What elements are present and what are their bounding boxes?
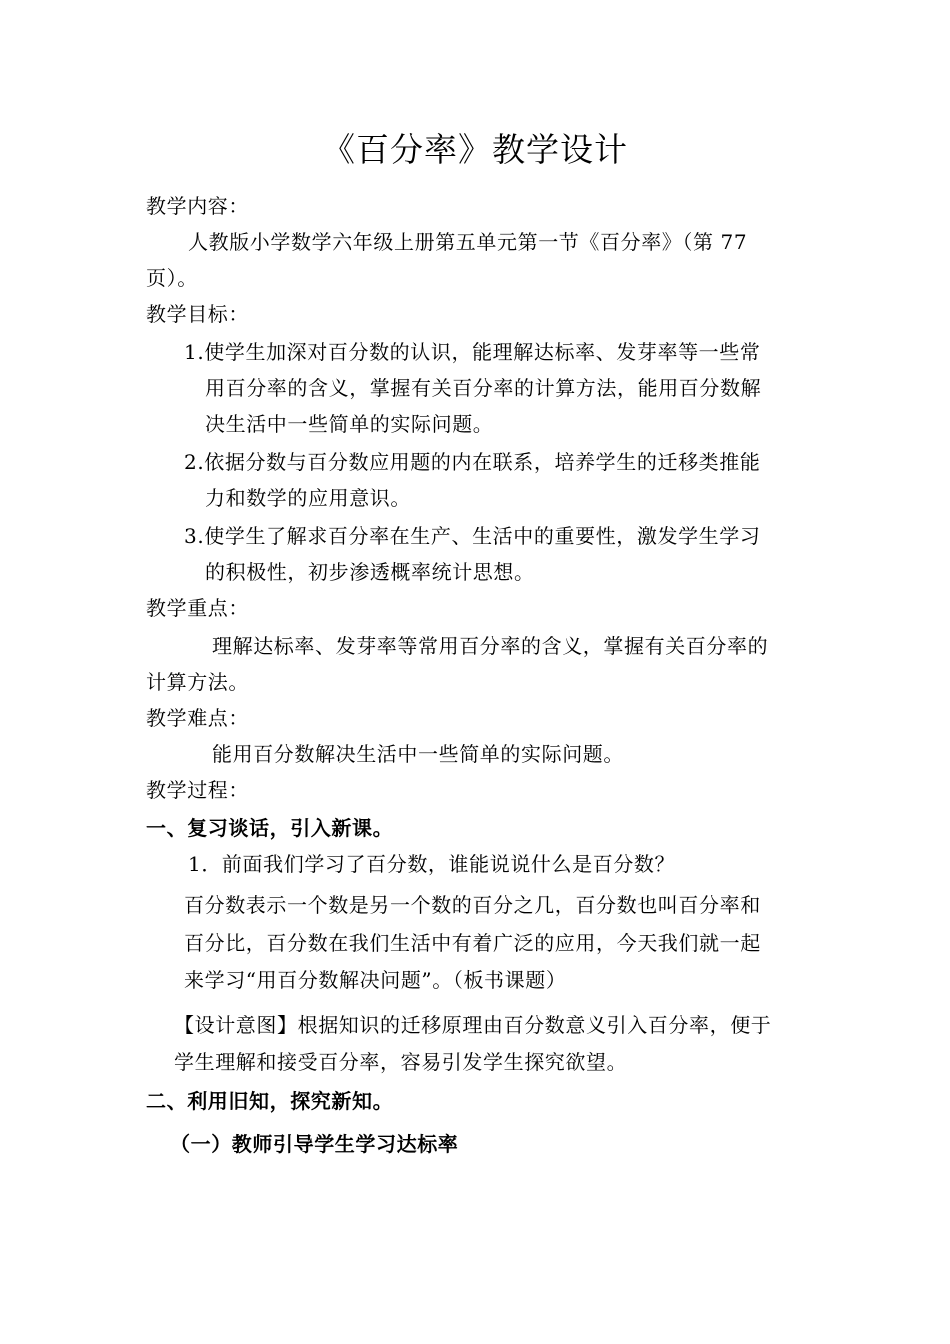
section-1-answer-line-3: 来学习“用百分数解决问题”。（板书课题） <box>184 968 567 992</box>
design-intent-line-2: 学生理解和接受百分率，容易引发学生探究欲望。 <box>174 1050 628 1074</box>
objective-1-line-3: 决生活中一些简单的实际问题。 <box>205 412 494 436</box>
difficulty-line-1: 能用百分数解决生活中一些简单的实际问题。 <box>212 742 624 766</box>
difficulty-heading: 教学难点： <box>146 706 249 730</box>
objective-1-line-1: 1.使学生加深对百分数的认识，能理解达标率、发芽率等一些常 <box>184 340 761 364</box>
process-heading: 教学过程： <box>146 778 249 802</box>
section-2-heading: 二、利用旧知，探究新知。 <box>146 1089 394 1113</box>
objective-2-line-1: 2.依据分数与百分数应用题的内在联系，培养学生的迁移类推能 <box>184 450 761 474</box>
objective-3-line-1: 3.使学生了解求百分率在生产、生活中的重要性，激发学生学习 <box>184 524 761 548</box>
section-1-answer-line-2: 百分比，百分数在我们生活中有着广泛的应用，今天我们就一起 <box>184 931 761 955</box>
keypoint-line-1: 理解达标率、发芽率等常用百分率的含义，掌握有关百分率的 <box>212 634 769 658</box>
keypoint-heading: 教学重点： <box>146 596 249 620</box>
objectives-heading: 教学目标： <box>146 302 249 326</box>
objective-1-line-2: 用百分率的含义，掌握有关百分率的计算方法，能用百分数解 <box>205 376 762 400</box>
objective-2-line-2: 力和数学的应用意识。 <box>205 486 411 510</box>
content-heading: 教学内容： <box>146 194 249 218</box>
page-title: 《百分率》教学设计 <box>322 130 628 169</box>
section-2-subheading: （一）教师引导学生学习达标率 <box>170 1132 459 1156</box>
content-line-1: 人教版小学数学六年级上册第五单元第一节《百分率》（第 77 <box>188 230 748 254</box>
section-1-heading: 一、复习谈话，引入新课。 <box>146 816 394 840</box>
section-1-answer-line-1: 百分数表示一个数是另一个数的百分之几，百分数也叫百分率和 <box>184 893 761 917</box>
keypoint-line-2: 计算方法。 <box>146 670 249 694</box>
content-line-2: 页）。 <box>146 266 198 290</box>
section-1-question: 1．前面我们学习了百分数，谁能说说什么是百分数？ <box>188 852 676 876</box>
design-intent-line-1: 【设计意图】根据知识的迁移原理由百分数意义引入百分率，便于 <box>174 1013 772 1037</box>
objective-3-line-2: 的积极性，初步渗透概率统计思想。 <box>205 560 535 584</box>
